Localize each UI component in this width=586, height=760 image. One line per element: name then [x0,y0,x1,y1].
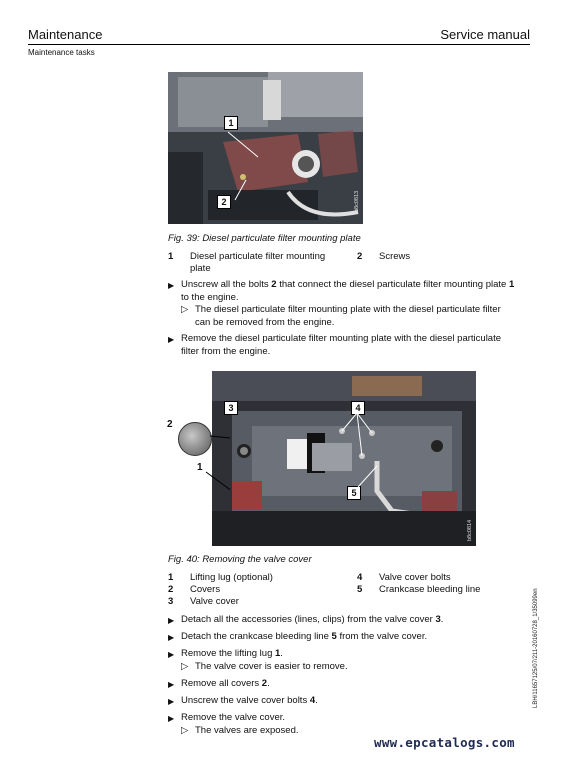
watermark-link[interactable]: www.epcatalogs.com [374,735,515,750]
legend-num: 2 [357,251,363,262]
header-doc-type: Service manual [440,27,530,42]
callout-3: 3 [224,401,238,415]
legend-text: Covers [190,584,221,595]
step-result: ▷ The diesel particulate filter mounting plate with the diesel particulate filter can be removed from the engine. [181,304,501,328]
instruction-step: ▶ Unscrew the valve cover bolts 4. [168,695,518,708]
action-arrow-icon: ▶ [168,697,175,706]
leader-lines [212,371,476,546]
figure-code: b8c0813 [354,190,360,212]
callout-1: 1 [224,116,238,130]
document-id: LBH/11657125/07/211-20160728_1/35099en [533,588,539,708]
figure-39-caption: Fig. 39: Diesel particulate filter mounting plate [168,233,361,244]
legend-num: 1 [168,251,174,262]
result-triangle-icon: ▷ [181,304,189,315]
action-arrow-icon: ▶ [168,680,175,689]
legend-text: Diesel particulate filter mounting plate [190,251,326,274]
legend-num: 1 [168,572,174,583]
callout-1-label: 1 [197,462,203,473]
instruction-step: ▶ Detach all the accessories (lines, clips) from the valve cover 3. [168,614,518,627]
instruction-step: ▶ Remove the diesel particulate filter mounting plate with the diesel particulate filter from the engine. [168,333,502,357]
action-arrow-icon: ▶ [168,633,175,642]
legend-num: 2 [168,584,174,595]
instruction-step: ▶ Detach the crankcase bleeding line 5 from the valve cover. [168,631,518,644]
action-arrow-icon: ▶ [168,650,175,659]
legend-num: 5 [357,584,363,595]
action-arrow-icon: ▶ [168,714,175,723]
legend-text: Lifting lug (optional) [190,572,273,583]
action-arrow-icon: ▶ [168,616,175,625]
action-arrow-icon: ▶ [168,281,175,290]
external-leader-lines [170,420,230,550]
figure-40-photo [212,371,476,546]
callout-2-label: 2 [167,419,173,430]
legend-num: 3 [168,596,174,607]
instruction-step: ▶ Remove the lifting lug 1. ▷ The valve cover is easier to remove. [168,648,518,673]
header-section-title: Maintenance [28,27,103,42]
legend-text: Screws [379,251,411,262]
header-rule [28,44,530,45]
figure-40-caption: Fig. 40: Removing the valve cover [168,554,312,565]
figure-code: b8c0814 [467,519,473,541]
legend-text: Crankcase bleeding line [379,584,481,595]
callout-4: 4 [351,401,365,415]
instruction-step: ▶ Unscrew all the bolts 2 that connect the diesel particulate filter mounting plate 1 to the engine. ▷ The diesel particulate filter mounting plate with the diesel particulate filter can be removed from the engine. [168,279,518,329]
header-subsection: Maintenance tasks [28,48,95,57]
callout-2: 2 [217,195,231,209]
legend-text: Valve cover [190,596,239,607]
step-result: ▷ The valve cover is easier to remove. [181,660,348,672]
figure-39-photo [168,72,363,224]
instruction-step: ▶ Remove the valve cover. ▷ The valves are exposed. [168,712,518,737]
result-triangle-icon: ▷ [181,724,189,736]
legend-num: 4 [357,572,363,583]
instruction-step: ▶ Remove all covers 2. [168,678,518,691]
legend-text: Valve cover bolts [379,572,451,583]
callout-5: 5 [347,486,361,500]
step-result: ▷ The valves are exposed. [181,724,299,736]
action-arrow-icon: ▶ [168,335,175,344]
dpf-mounting-plate-illustration [168,72,363,224]
result-triangle-icon: ▷ [181,660,189,672]
